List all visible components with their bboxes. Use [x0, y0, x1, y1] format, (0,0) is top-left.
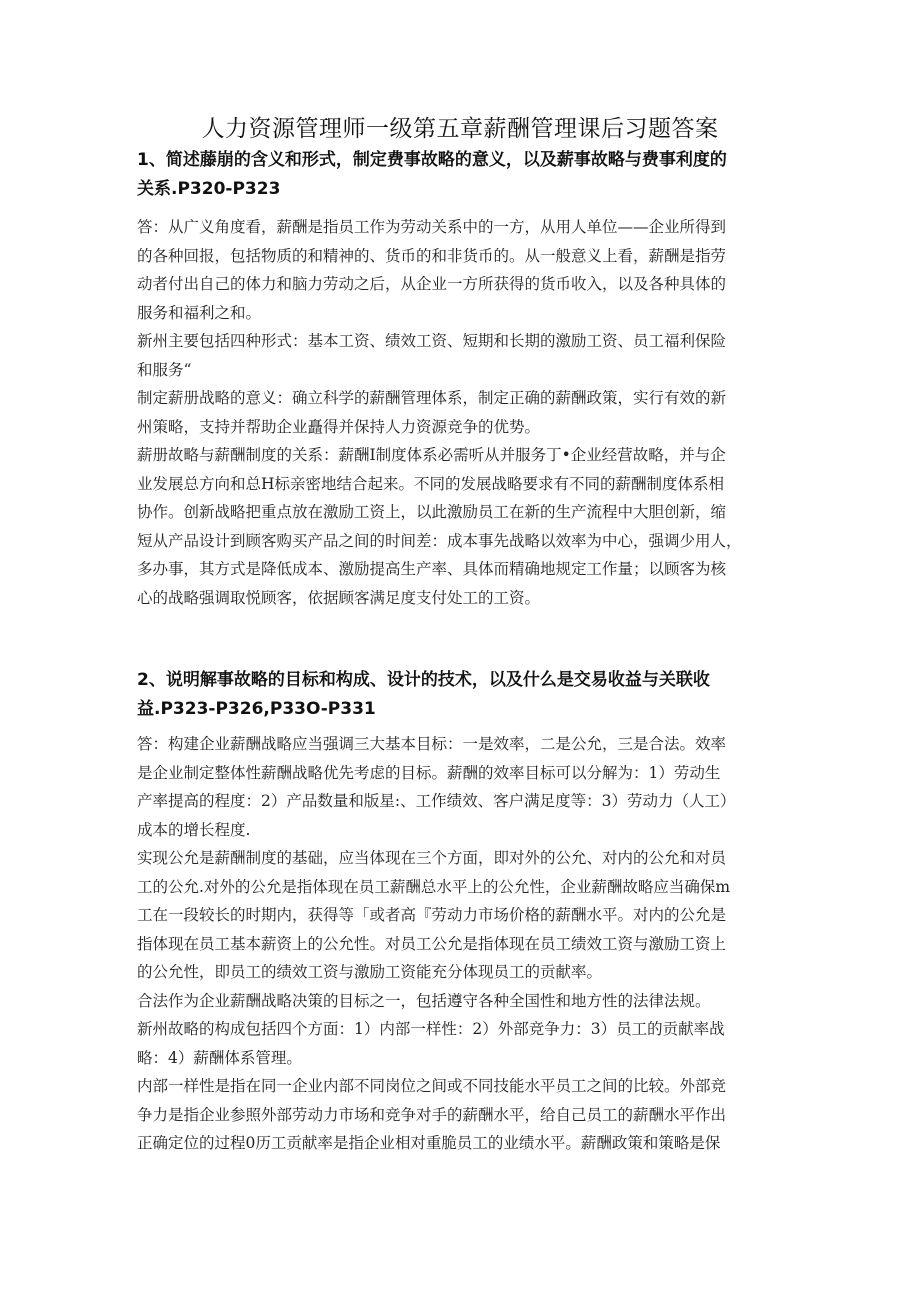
- text-line: 动者付出自己的体力和脑力劳动之后，从企业一方所获得的货币收入，以及各种具体的: [137, 275, 727, 293]
- text-line: 协作。创新战略把重点放在激励工资上，以此激励员工在新的生产流程中大胆创新，缩: [137, 503, 727, 521]
- question-1-heading: [137, 146, 787, 204]
- text-line: 的公允性，即员工的绩效工资与激励工资能充分体现员工的贡献率。: [137, 963, 603, 981]
- text-line: 州策略，支持并帮助企业矗得并保持人力资源竞争的优势。: [137, 417, 541, 436]
- text-line: 新州主要包括四种形式：基本工资、绩效工资、短期和长期的激励工资、员工福利保险: [137, 332, 727, 350]
- question-2-answer: [137, 730, 787, 1158]
- heading-line: 1、简述藤崩的含义和形式，制定费事故略的意义，以及薪事故略与费事利度的: [137, 150, 727, 170]
- answer-paragraph: [137, 441, 787, 612]
- text-line: 成本的增长程度.: [137, 820, 251, 839]
- text-line: 服务和福利之和。: [137, 303, 262, 322]
- text-line: 争力是指企业参照外部劳动力市场和竞争对手的薪酬水平，给自己员工的薪酬水平作出: [137, 1105, 727, 1124]
- answer-paragraph: [137, 730, 787, 844]
- text-line: 正确定位的过程0历工贡献率是指企业相对重脆员工的业绩水平。薪酬政策和策略是保: [137, 1134, 721, 1152]
- heading-line: 关系.P320-P323: [137, 179, 281, 199]
- text-line: 和服务“: [137, 360, 192, 379]
- document-title: 人力资源管理师一级第五章薪酬管理课后习题答案: [201, 116, 719, 142]
- text-line: 答：从广义角度看，薪酬是指员工作为劳动关系中的一方，从用人单位——企业所得到: [137, 218, 727, 236]
- text-line: 工的公允.对外的公允是指体现在员工薪酬总水平上的公允性，企业薪酬故略应当确保m: [137, 877, 731, 896]
- text-line: 制定薪册战略的意义：确立科学的薪酬管理体系，制定正确的薪酬政策，实行有效的新: [137, 389, 727, 407]
- question-1-answer: [137, 213, 787, 612]
- answer-paragraph: [137, 384, 787, 441]
- answer-paragraph: [137, 327, 787, 384]
- answer-paragraph: [137, 987, 787, 1016]
- text-line: 多办事，其方式是降低成本、激励提高生产率、具体而精确地规定工作量；以顾客为核: [137, 560, 727, 578]
- text-line: 新州故略的构成包括四个方面：1）内部一样性：2）外部竞争力：3）员工的贡献率战: [137, 1020, 725, 1038]
- text-line: 心的战略强调取悦顾客，依据顾客满足度支付处工的工资。: [137, 588, 541, 607]
- answer-paragraph: [137, 1072, 787, 1158]
- text-line: 的各种回报，包括物质的和精神的、货币的和非货币的。从一般意义上看，薪酬是指劳: [137, 246, 727, 265]
- text-line: 答：构建企业薪酬战略应当强调三大基本目标：一是效率，二是公允，三是合法。效率: [137, 735, 727, 753]
- heading-line: 益.P323-P326,P33O-P331: [137, 699, 376, 719]
- text-line: 略：4）薪酬体系管理。: [137, 1048, 302, 1067]
- text-line: 薪册故略与薪酬制度的关系：薪酬I制度体系必需听从并服务丁•企业经营故略，并与企: [137, 446, 726, 464]
- text-line: 产率提高的程度：2）产品数量和版星:、工作绩效、客户满足度等：3）劳动力（人工）: [137, 792, 736, 810]
- text-line: 是企业制定整体性薪酬战略优先考虑的目标。薪酬的效率目标可以分解为：1）劳动生: [137, 763, 721, 782]
- heading-line: 2、说明解事故略的目标和构成、设计的技术，以及什么是交易收益与关联收: [137, 670, 710, 690]
- text-line: 合法作为企业薪酬战略决策的目标之一，包括遵守各种全国性和地方性的法律法规。: [137, 991, 711, 1010]
- text-line: 工在一段较长的时期内，获得等「或者高『劳动力市场价格的薪酬水平。对内的公允是: [137, 906, 727, 924]
- answer-paragraph: [137, 213, 787, 327]
- text-line: 实现公允是薪酬制度的基础，应当体现在三个方面，即对外的公允、对内的公允和对员: [137, 849, 727, 867]
- text-line: 指体现在员工基本薪资上的公允性。对员工公允是指体现在员工绩效工资与激励工资上: [137, 934, 727, 953]
- text-line: 内部一样性是指在同一企业内部不同岗位之间或不同技能水平员工之间的比较。外部竞: [137, 1077, 727, 1095]
- text-line: 业发展总方向和总H标亲密地结合起来。不同的发展战略要求有不同的薪酬制度体系相: [137, 474, 725, 493]
- answer-paragraph: [137, 1015, 787, 1072]
- text-line: 短从产品设计到顾客购买产品之间的时间差：成本事先战略以效率为中心，强调少用人，: [137, 531, 742, 550]
- answer-paragraph: [137, 844, 787, 987]
- question-2-heading: [137, 666, 787, 724]
